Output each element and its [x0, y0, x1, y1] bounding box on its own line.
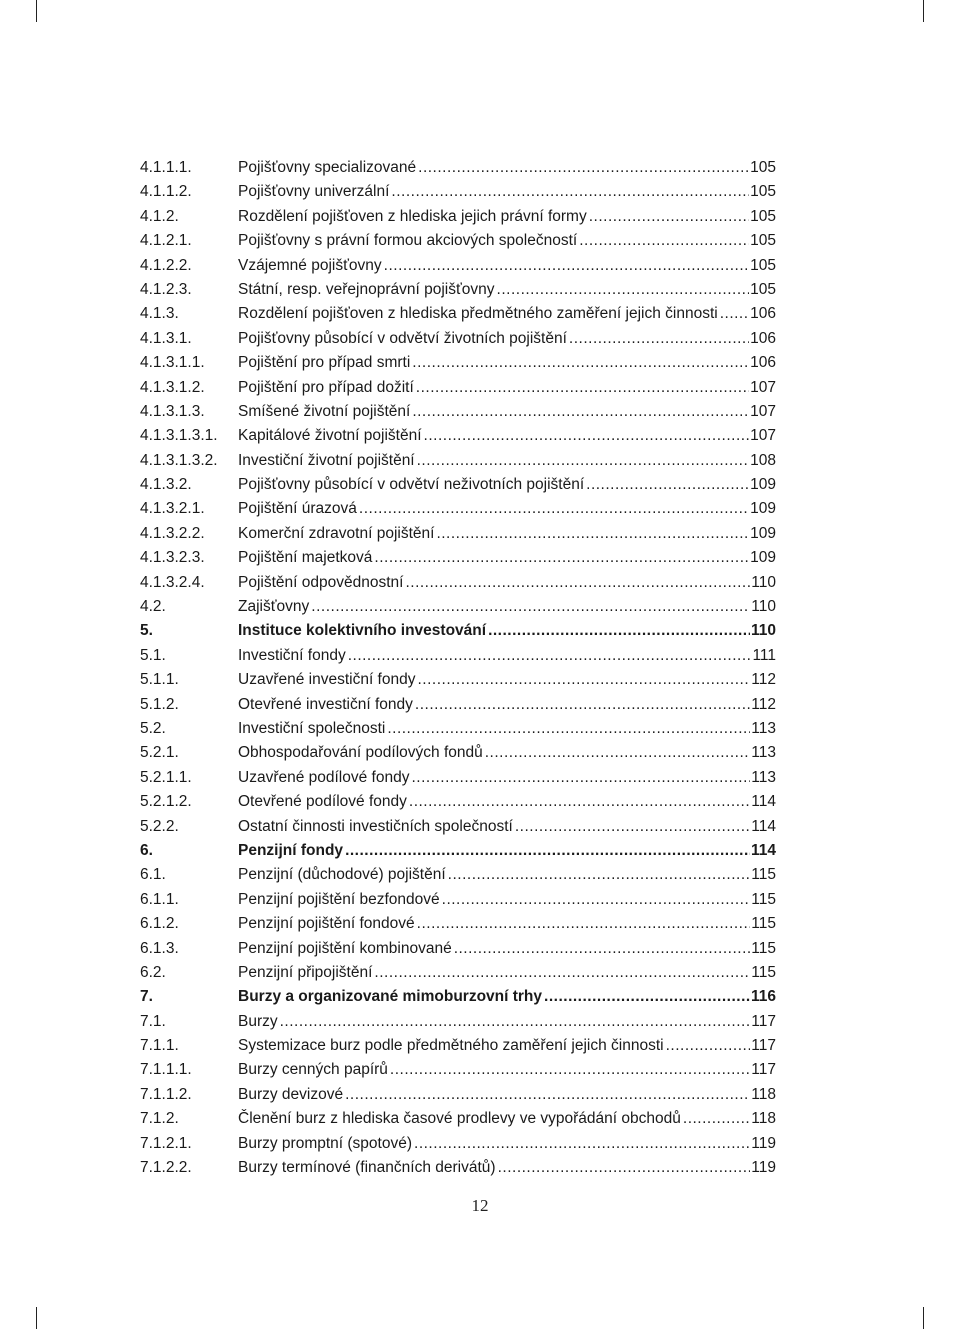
- toc-entry-page: 115: [751, 866, 776, 884]
- toc-entry-number: 4.1.3.1.3.2.: [140, 451, 218, 469]
- toc-entry-title: Pojišťovny specializované: [238, 159, 417, 176]
- dot-leader: [416, 376, 749, 400]
- toc-entry-number: 6.2.: [140, 963, 166, 981]
- toc-entry-title: Pojištění pro případ smrti: [238, 354, 411, 372]
- toc-entry-page: 118: [751, 1110, 776, 1128]
- toc-entry-title: Pojištění odpovědnostní: [238, 573, 404, 591]
- dot-leader: [515, 815, 750, 839]
- toc-entry-title: Komerční zdravotní pojištění: [238, 524, 435, 542]
- toc-entry-title: Burzy promptní (spotové): [238, 1134, 413, 1152]
- toc-entry: [140, 644, 776, 668]
- toc-entry: [140, 790, 776, 814]
- toc-entry-page: 114: [751, 817, 776, 835]
- toc-entry: [140, 1010, 776, 1034]
- dot-leader: [544, 985, 750, 1009]
- toc-entry-number: 4.1.3.1.: [140, 329, 192, 347]
- toc-entry-page: 108: [750, 451, 776, 469]
- toc-entry-page: 119: [751, 1159, 776, 1177]
- toc-entry: [140, 522, 776, 546]
- toc-entry-number: 7.1.: [140, 1012, 166, 1030]
- toc-entry-title: Penzijní pojištění bezfondové: [238, 890, 440, 908]
- toc-entry-title: Rozdělení pojišťoven z hlediska jejich právní formy: [238, 207, 587, 225]
- toc-entry-number: 4.1.1.2.: [140, 183, 192, 201]
- dot-leader: [589, 205, 749, 229]
- toc-entry: [140, 156, 776, 180]
- toc-entry-page: 106: [750, 305, 776, 323]
- crop-mark-top-left: [36, 0, 37, 22]
- dot-leader: [417, 668, 750, 692]
- toc-entry-title: Rozdělení pojišťoven z hlediska předmětného zaměření jejich činnosti: [238, 305, 718, 323]
- toc-entry-number: 6.1.1.: [140, 890, 179, 908]
- toc-entry: [140, 717, 776, 741]
- toc-entry-number: 4.2.: [140, 598, 166, 616]
- toc-entry: [140, 619, 776, 643]
- toc-entry-page: 110: [750, 622, 776, 640]
- toc-entry-title: Penzijní (důchodové) pojištění: [238, 866, 446, 884]
- toc-entry-page: 106: [750, 354, 776, 372]
- toc-entry-page: 114: [751, 793, 776, 811]
- toc-entry-title: Pojištění majetková: [238, 549, 373, 567]
- toc-entry-title: Burzy: [238, 1012, 278, 1030]
- toc-entry-page: 109: [750, 476, 776, 494]
- toc-entry-page: 116: [750, 988, 776, 1006]
- toc-entry-page: 119: [751, 1134, 776, 1152]
- toc-entry-number: 4.1.2.3.: [140, 280, 192, 298]
- dot-leader: [280, 1010, 751, 1034]
- toc-entry-title: Burzy cenných papírů: [238, 1061, 388, 1079]
- toc-entry-title: Zajišťovny: [238, 598, 310, 616]
- dot-leader: [391, 180, 749, 204]
- toc-entry-page: 107: [750, 402, 776, 420]
- toc-entry-page: 115: [751, 939, 776, 957]
- toc-entry-number: 5.: [140, 622, 153, 640]
- toc-entry-page: 112: [751, 671, 776, 689]
- toc-entry-number: 4.1.3.1.3.1.: [140, 427, 218, 445]
- toc-entry-number: 4.1.3.: [140, 305, 179, 323]
- toc-entry-title: Vzájemné pojišťovny: [238, 256, 382, 274]
- toc-entry-number: 5.1.: [140, 646, 166, 664]
- toc-entry: [140, 1034, 776, 1058]
- toc-entry-page: 115: [751, 915, 776, 933]
- toc-entry-title: Pojištění pro případ dožití: [238, 378, 414, 396]
- toc-entry-title: Uzavřené investiční fondy: [238, 671, 416, 689]
- dot-leader: [359, 497, 749, 521]
- toc-entry-page: 107: [750, 427, 776, 445]
- toc-entry-title: Pojišťovny univerzální: [238, 183, 390, 201]
- toc-entry-page: 105: [750, 183, 776, 201]
- toc-entry-page: 112: [751, 695, 776, 713]
- dot-leader: [488, 619, 750, 643]
- toc-entry-title: Penzijní pojištění kombinované: [238, 939, 452, 957]
- dot-leader: [720, 302, 749, 326]
- toc-entry-number: 4.1.3.1.1.: [140, 354, 205, 372]
- toc-entry-title: Uzavřené podílové fondy: [238, 768, 410, 786]
- dot-leader: [498, 1156, 751, 1180]
- toc-entry-page: 109: [750, 524, 776, 542]
- toc-entry: [140, 400, 776, 424]
- toc-entry: [140, 1083, 776, 1107]
- toc-entry: [140, 693, 776, 717]
- toc-entry-number: 5.1.2.: [140, 695, 179, 713]
- toc-entry-number: 7.1.2.2.: [140, 1159, 192, 1177]
- toc-entry-number: 6.1.3.: [140, 939, 179, 957]
- dot-leader: [411, 766, 750, 790]
- toc-entry-title: Pojištění úrazová: [238, 500, 357, 518]
- toc-entry: [140, 961, 776, 985]
- toc-entry-title: Ostatní činnosti investičních společností: [238, 817, 513, 835]
- toc-entry-number: 4.1.3.2.3.: [140, 549, 205, 567]
- toc-entry: [140, 985, 776, 1009]
- dot-leader: [579, 229, 749, 253]
- toc-entry-page: 105: [750, 280, 776, 298]
- toc-entry: [140, 376, 776, 400]
- page-number: 12: [471, 1196, 489, 1215]
- toc-entry: [140, 1132, 776, 1156]
- toc-entry-number: 5.2.2.: [140, 817, 179, 835]
- toc-entry-page: 109: [750, 549, 776, 567]
- crop-mark-bottom-right: [923, 1307, 924, 1329]
- dot-leader: [412, 351, 749, 375]
- dot-leader: [485, 741, 751, 765]
- dot-leader: [345, 1083, 750, 1107]
- dot-leader: [409, 790, 750, 814]
- toc-entry-number: 4.1.3.2.4.: [140, 573, 205, 591]
- toc-entry-title: Penzijní připojištění: [238, 963, 373, 981]
- toc-entry: [140, 449, 776, 473]
- toc-entry: [140, 571, 776, 595]
- toc-entry-number: 5.2.1.1.: [140, 768, 192, 786]
- dot-leader: [586, 473, 749, 497]
- dot-leader: [345, 839, 750, 863]
- dot-leader: [436, 522, 749, 546]
- toc-entry: [140, 229, 776, 253]
- toc-entry-page: 105: [750, 207, 776, 225]
- toc-entry: [140, 351, 776, 375]
- toc-entry-page: 111: [752, 646, 776, 664]
- toc-entry-page: 117: [751, 1061, 776, 1079]
- toc-entry-number: 4.1.3.2.2.: [140, 524, 205, 542]
- toc-entry-number: 7.1.1.1.: [140, 1061, 192, 1079]
- dot-leader: [405, 571, 750, 595]
- dot-leader: [387, 717, 750, 741]
- toc-entry-title: Investiční životní pojištění: [238, 451, 415, 469]
- dot-leader: [414, 1132, 750, 1156]
- dot-leader: [374, 961, 750, 985]
- toc-entry-page: 110: [751, 598, 776, 616]
- toc-entry: [140, 205, 776, 229]
- toc-entry-title: Burzy devizové: [238, 1085, 344, 1103]
- toc-entry-page: 106: [750, 329, 776, 347]
- toc-entry: [140, 497, 776, 521]
- dot-leader: [348, 644, 752, 668]
- toc-entry: [140, 595, 776, 619]
- toc-entry: [140, 1058, 776, 1082]
- toc-entry: [140, 839, 776, 863]
- dot-leader: [683, 1107, 750, 1131]
- toc-entry: [140, 766, 776, 790]
- toc-entry-number: 6.1.2.: [140, 915, 179, 933]
- toc-entry-number: 7.1.2.: [140, 1110, 179, 1128]
- toc-entry-number: 6.1.: [140, 866, 166, 884]
- toc-entry: [140, 815, 776, 839]
- toc-entry: [140, 302, 776, 326]
- toc-entry: [140, 473, 776, 497]
- dot-leader: [415, 693, 750, 717]
- toc-entry: [140, 180, 776, 204]
- toc-entry: [140, 546, 776, 570]
- toc-entry-title: Penzijní fondy: [238, 841, 344, 859]
- toc-entry-page: 117: [751, 1012, 776, 1030]
- dot-leader: [442, 888, 751, 912]
- toc-entry: [140, 888, 776, 912]
- crop-mark-bottom-left: [36, 1307, 37, 1329]
- toc-entry-number: 4.1.2.1.: [140, 232, 192, 250]
- toc-entry-page: 115: [751, 963, 776, 981]
- dot-leader: [412, 400, 749, 424]
- toc-entry-title: Instituce kolektivního investování: [238, 622, 487, 640]
- toc-entry-title: Kapitálové životní pojištění: [238, 427, 422, 445]
- toc-entry-number: 4.1.2.2.: [140, 256, 192, 274]
- dot-leader: [311, 595, 750, 619]
- toc-entry-number: 7.1.1.2.: [140, 1085, 192, 1103]
- toc-entry-number: 4.1.3.2.: [140, 476, 192, 494]
- toc-entry-number: 7.1.2.1.: [140, 1134, 192, 1152]
- toc-entry-page: 117: [751, 1037, 776, 1055]
- toc-entry-title: Státní, resp. veřejnoprávní pojišťovny: [238, 280, 495, 298]
- toc-entry-page: 105: [750, 232, 776, 250]
- toc-entry-title: Obhospodařování podílových fondů: [238, 744, 483, 762]
- toc-entry-number: 5.2.1.2.: [140, 793, 192, 811]
- toc-entry: [140, 937, 776, 961]
- dot-leader: [448, 863, 751, 887]
- dot-leader: [454, 937, 751, 961]
- toc-entry: [140, 254, 776, 278]
- toc-entry-number: 7.: [140, 988, 153, 1006]
- toc-entry-title: Pojišťovny působící v odvětví životních pojištění: [238, 329, 567, 347]
- toc-entry-title: Systemizace burz podle předmětného zaměření jejich činnosti: [238, 1037, 664, 1055]
- toc-entry: [140, 278, 776, 302]
- toc-entry-page: 105: [750, 256, 776, 274]
- toc-entry: [140, 863, 776, 887]
- toc-entry-title: Burzy termínové (finančních derivátů): [238, 1159, 496, 1177]
- dot-leader: [417, 449, 750, 473]
- toc-entry-page: 118: [751, 1085, 776, 1103]
- toc-entry-page: 113: [751, 744, 776, 762]
- toc-entry: [140, 912, 776, 936]
- toc-entry-number: 4.1.3.1.3.: [140, 402, 205, 420]
- toc-entry-title: Investiční fondy: [238, 646, 346, 664]
- toc-entry: [140, 668, 776, 692]
- dot-leader: [384, 254, 749, 278]
- table-of-contents: [140, 156, 776, 1180]
- toc-entry-number: 4.1.1.1.: [140, 159, 192, 176]
- toc-entry: [140, 1156, 776, 1180]
- toc-entry-page: 110: [751, 573, 776, 591]
- toc-entry-number: 7.1.1.: [140, 1037, 179, 1055]
- toc-entry: [140, 424, 776, 448]
- toc-entry-page: 105: [750, 159, 776, 176]
- dot-leader: [418, 156, 749, 180]
- dot-leader: [390, 1058, 750, 1082]
- toc-entry-number: 5.1.1.: [140, 671, 179, 689]
- toc-entry-title: Otevřené podílové fondy: [238, 793, 407, 811]
- toc-entry-number: 4.1.2.: [140, 207, 179, 225]
- toc-entry-number: 5.2.1.: [140, 744, 179, 762]
- toc-entry-page: 115: [751, 890, 776, 908]
- toc-entry-title: Pojišťovny působící v odvětví neživotních pojištění: [238, 476, 585, 494]
- toc-entry-title: Otevřené investiční fondy: [238, 695, 413, 713]
- toc-entry-page: 109: [750, 500, 776, 518]
- toc-entry-page: 113: [751, 768, 776, 786]
- toc-entry-page: 114: [750, 841, 776, 859]
- toc-entry-title: Členění burz z hlediska časové prodlevy ve vypořádání obchodů: [238, 1110, 681, 1128]
- toc-entry-title: Pojišťovny s právní formou akciových společností: [238, 232, 578, 250]
- toc-entry-title: Penzijní pojištění fondové: [238, 915, 415, 933]
- dot-leader: [666, 1034, 751, 1058]
- toc-entry-number: 5.2.: [140, 719, 166, 737]
- dot-leader: [569, 327, 749, 351]
- toc-entry: [140, 327, 776, 351]
- toc-entry-number: 4.1.3.2.1.: [140, 500, 205, 518]
- toc-entry-title: Burzy a organizované mimoburzovní trhy: [238, 988, 543, 1006]
- toc-entry-page: 113: [751, 719, 776, 737]
- toc-entry: [140, 1107, 776, 1131]
- toc-entry-number: 4.1.3.1.2.: [140, 378, 205, 396]
- dot-leader: [417, 912, 751, 936]
- toc-entry-title: Investiční společnosti: [238, 719, 386, 737]
- toc-entry: [140, 741, 776, 765]
- dot-leader: [374, 546, 749, 570]
- dot-leader: [497, 278, 750, 302]
- toc-entry-number: 6.: [140, 841, 153, 859]
- dot-leader: [424, 424, 750, 448]
- crop-mark-top-right: [923, 0, 924, 22]
- toc-entry-page: 107: [750, 378, 776, 396]
- toc-entry-title: Smíšené životní pojištění: [238, 402, 411, 420]
